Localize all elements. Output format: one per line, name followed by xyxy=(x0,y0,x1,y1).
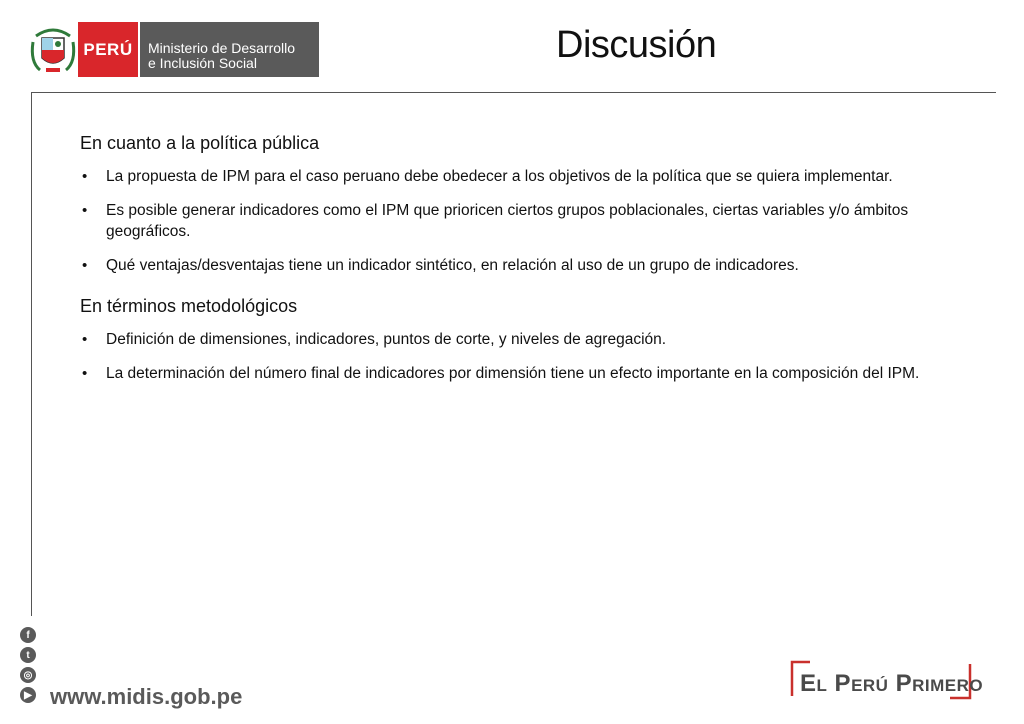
list-item xyxy=(80,363,940,384)
twitter-icon[interactable]: t xyxy=(20,647,36,663)
bullet-icon: • xyxy=(82,202,88,219)
youtube-icon[interactable]: ▶ xyxy=(20,687,36,703)
social-links xyxy=(20,627,38,707)
ministry-logo xyxy=(140,22,319,77)
bullet-icon: • xyxy=(82,257,88,274)
section-heading-public-policy: En cuanto a la política pública xyxy=(80,133,320,153)
country-label: PERÚ xyxy=(83,39,133,59)
list-item xyxy=(80,166,940,187)
page-title: Discusión xyxy=(556,24,717,66)
instagram-icon[interactable]: ◎ xyxy=(20,667,36,683)
facebook-icon[interactable]: f xyxy=(20,627,36,643)
list-item xyxy=(80,200,940,242)
bullet-text: Definición de dimensiones, indicadores, puntos de corte, y niveles de agregación. xyxy=(106,331,667,348)
bullet-text: Es posible generar indicadores como el IPM que prioricen ciertos grupos poblacionales, ciertas variables y/o ámbitos geográficos. xyxy=(106,202,909,240)
bullet-list-methodology xyxy=(80,329,940,384)
bullet-list-public-policy xyxy=(80,166,940,276)
frame-top-divider xyxy=(32,92,996,93)
bullet-text: La propuesta de IPM para el caso peruano debe obedecer a los objetivos de la política que se quiera implementar. xyxy=(106,168,893,185)
slide-content xyxy=(80,133,940,397)
coat-of-arms-icon xyxy=(28,22,78,78)
peru-logo xyxy=(78,22,138,77)
brand-name: El Perú Primero xyxy=(800,670,984,697)
ministry-name-line2: e Inclusión Social xyxy=(148,55,257,71)
bullet-text: Qué ventajas/desventajas tiene un indicador sintético, en relación al uso de un grupo de indicadores. xyxy=(106,257,799,274)
list-item xyxy=(80,255,940,276)
frame-left-divider xyxy=(31,92,32,616)
website-link[interactable]: www.midis.gob.pe xyxy=(50,684,243,709)
bullet-icon: • xyxy=(82,365,88,382)
bullet-text: La determinación del número final de indicadores por dimensión tiene un efecto importante en la composición del IPM. xyxy=(106,365,920,382)
el-peru-primero-logo xyxy=(790,660,990,700)
section-heading-methodology: En términos metodológicos xyxy=(80,296,298,316)
list-item xyxy=(80,329,940,350)
bullet-icon: • xyxy=(82,168,88,185)
ministry-name-line1: Ministerio de Desarrollo xyxy=(148,40,296,56)
bullet-icon: • xyxy=(82,331,88,348)
